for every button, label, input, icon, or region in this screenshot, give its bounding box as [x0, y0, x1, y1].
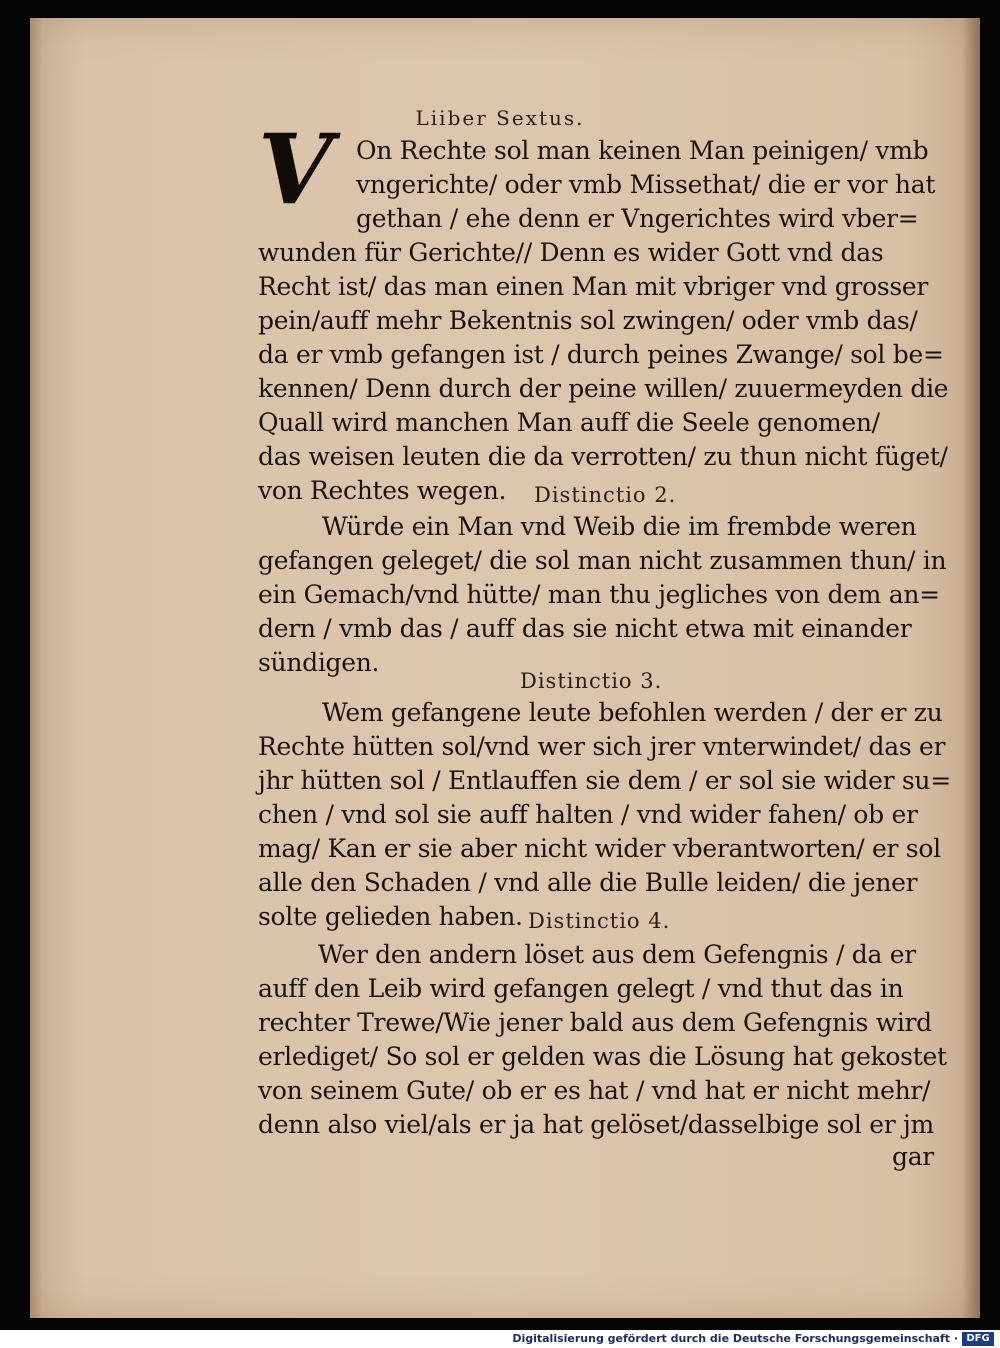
paragraph-3-line: jhr hütten sol / Entlauffen sie dem / er sol sie wider su=	[258, 766, 951, 795]
running-head: Liiber Sextus.	[415, 106, 585, 130]
paragraph-3-line: mag/ Kan er sie aber nicht wider vberantworten/ er sol	[258, 834, 941, 863]
footer-credit: Digitalisierung gefördert durch die Deutsche Forschungsgemeinschaft ·	[512, 1332, 958, 1345]
footer-bar	[0, 1330, 1000, 1348]
paragraph-2-line: ein Gemach/vnd hütte/ man thu jegliches von dem an=	[258, 580, 940, 609]
paragraph-1-line: da er vmb gefangen ist / durch peines Zwange/ sol be=	[258, 340, 944, 369]
paragraph-4-line: denn also viel/als er ja hat gelöset/dasselbige sol er jm	[258, 1110, 934, 1139]
paragraph-1-line: wunden für Gerichte// Denn es wider Gott vnd das	[258, 238, 884, 267]
paragraph-1-line: pein/auff mehr Bekentnis sol zwingen/ oder vmb das/	[258, 306, 918, 335]
section-heading: Distinctio 2.	[534, 483, 677, 507]
paragraph-3-line: Rechte hütten sol/vnd wer sich jrer vnterwindet/ das er	[258, 732, 946, 761]
paragraph-3-line: alle den Schaden / vnd alle die Bulle leiden/ die jener	[258, 868, 918, 897]
paragraph-1-line: Recht ist/ das man einen Man mit vbriger vnd grosser	[258, 272, 929, 301]
paragraph-1-line: On Rechte sol man keinen Man peinigen/ vmb	[356, 136, 929, 165]
paragraph-4-line: Wer den andern löset aus dem Gefengnis / da er	[318, 940, 916, 969]
paragraph-1-line: kennen/ Denn durch der peine willen/ zuuermeyden die	[258, 374, 949, 403]
paragraph-4-line: rechter Trewe/Wie jener bald aus dem Gefengnis wird	[258, 1008, 932, 1037]
paragraph-4-line: von seinem Gute/ ob er es hat / vnd hat er nicht mehr/	[258, 1076, 931, 1105]
paragraph-1-line: von Rechtes wegen.	[258, 476, 507, 505]
paragraph-1-line: vngerichte/ oder vmb Missethat/ die er vor hat	[356, 170, 936, 199]
paragraph-2-line: gefangen geleget/ die sol man nicht zusammen thun/ in	[258, 546, 947, 575]
paragraph-4-line: auff den Leib wird gefangen gelegt / vnd thut das in	[258, 974, 904, 1003]
catchword: gar	[892, 1142, 934, 1171]
section-heading: Distinctio 3.	[520, 669, 663, 693]
paragraph-3-line: Wem gefangene leute befohlen werden / der er zu	[322, 698, 943, 727]
paragraph-3-line: solte gelieden haben.	[258, 902, 523, 931]
paragraph-2-line: dern / vmb das / auff das sie nicht etwa mit einander	[258, 614, 912, 643]
paragraph-2-line: sündigen.	[258, 648, 380, 677]
paragraph-2-line: Würde ein Man vnd Weib die im frembde weren	[322, 512, 917, 541]
paragraph-1-line: gethan / ehe denn er Vngerichtes wird vber=	[356, 204, 919, 233]
paragraph-1-line: das weisen leuten die da verrotten/ zu thun nicht füget/	[258, 442, 948, 471]
drop-cap: V	[258, 113, 333, 226]
paragraph-3-line: chen / vnd sol sie auff halten / vnd wider fahen/ ob er	[258, 800, 918, 829]
section-heading: Distinctio 4.	[528, 909, 671, 933]
paragraph-4-line: erlediget/ So sol er gelden was die Lösung hat gekostet	[258, 1042, 947, 1071]
dfg-logo: DFG	[962, 1332, 994, 1346]
paragraph-1-line: Quall wird manchen Man auff die Seele genomen/	[258, 408, 880, 437]
